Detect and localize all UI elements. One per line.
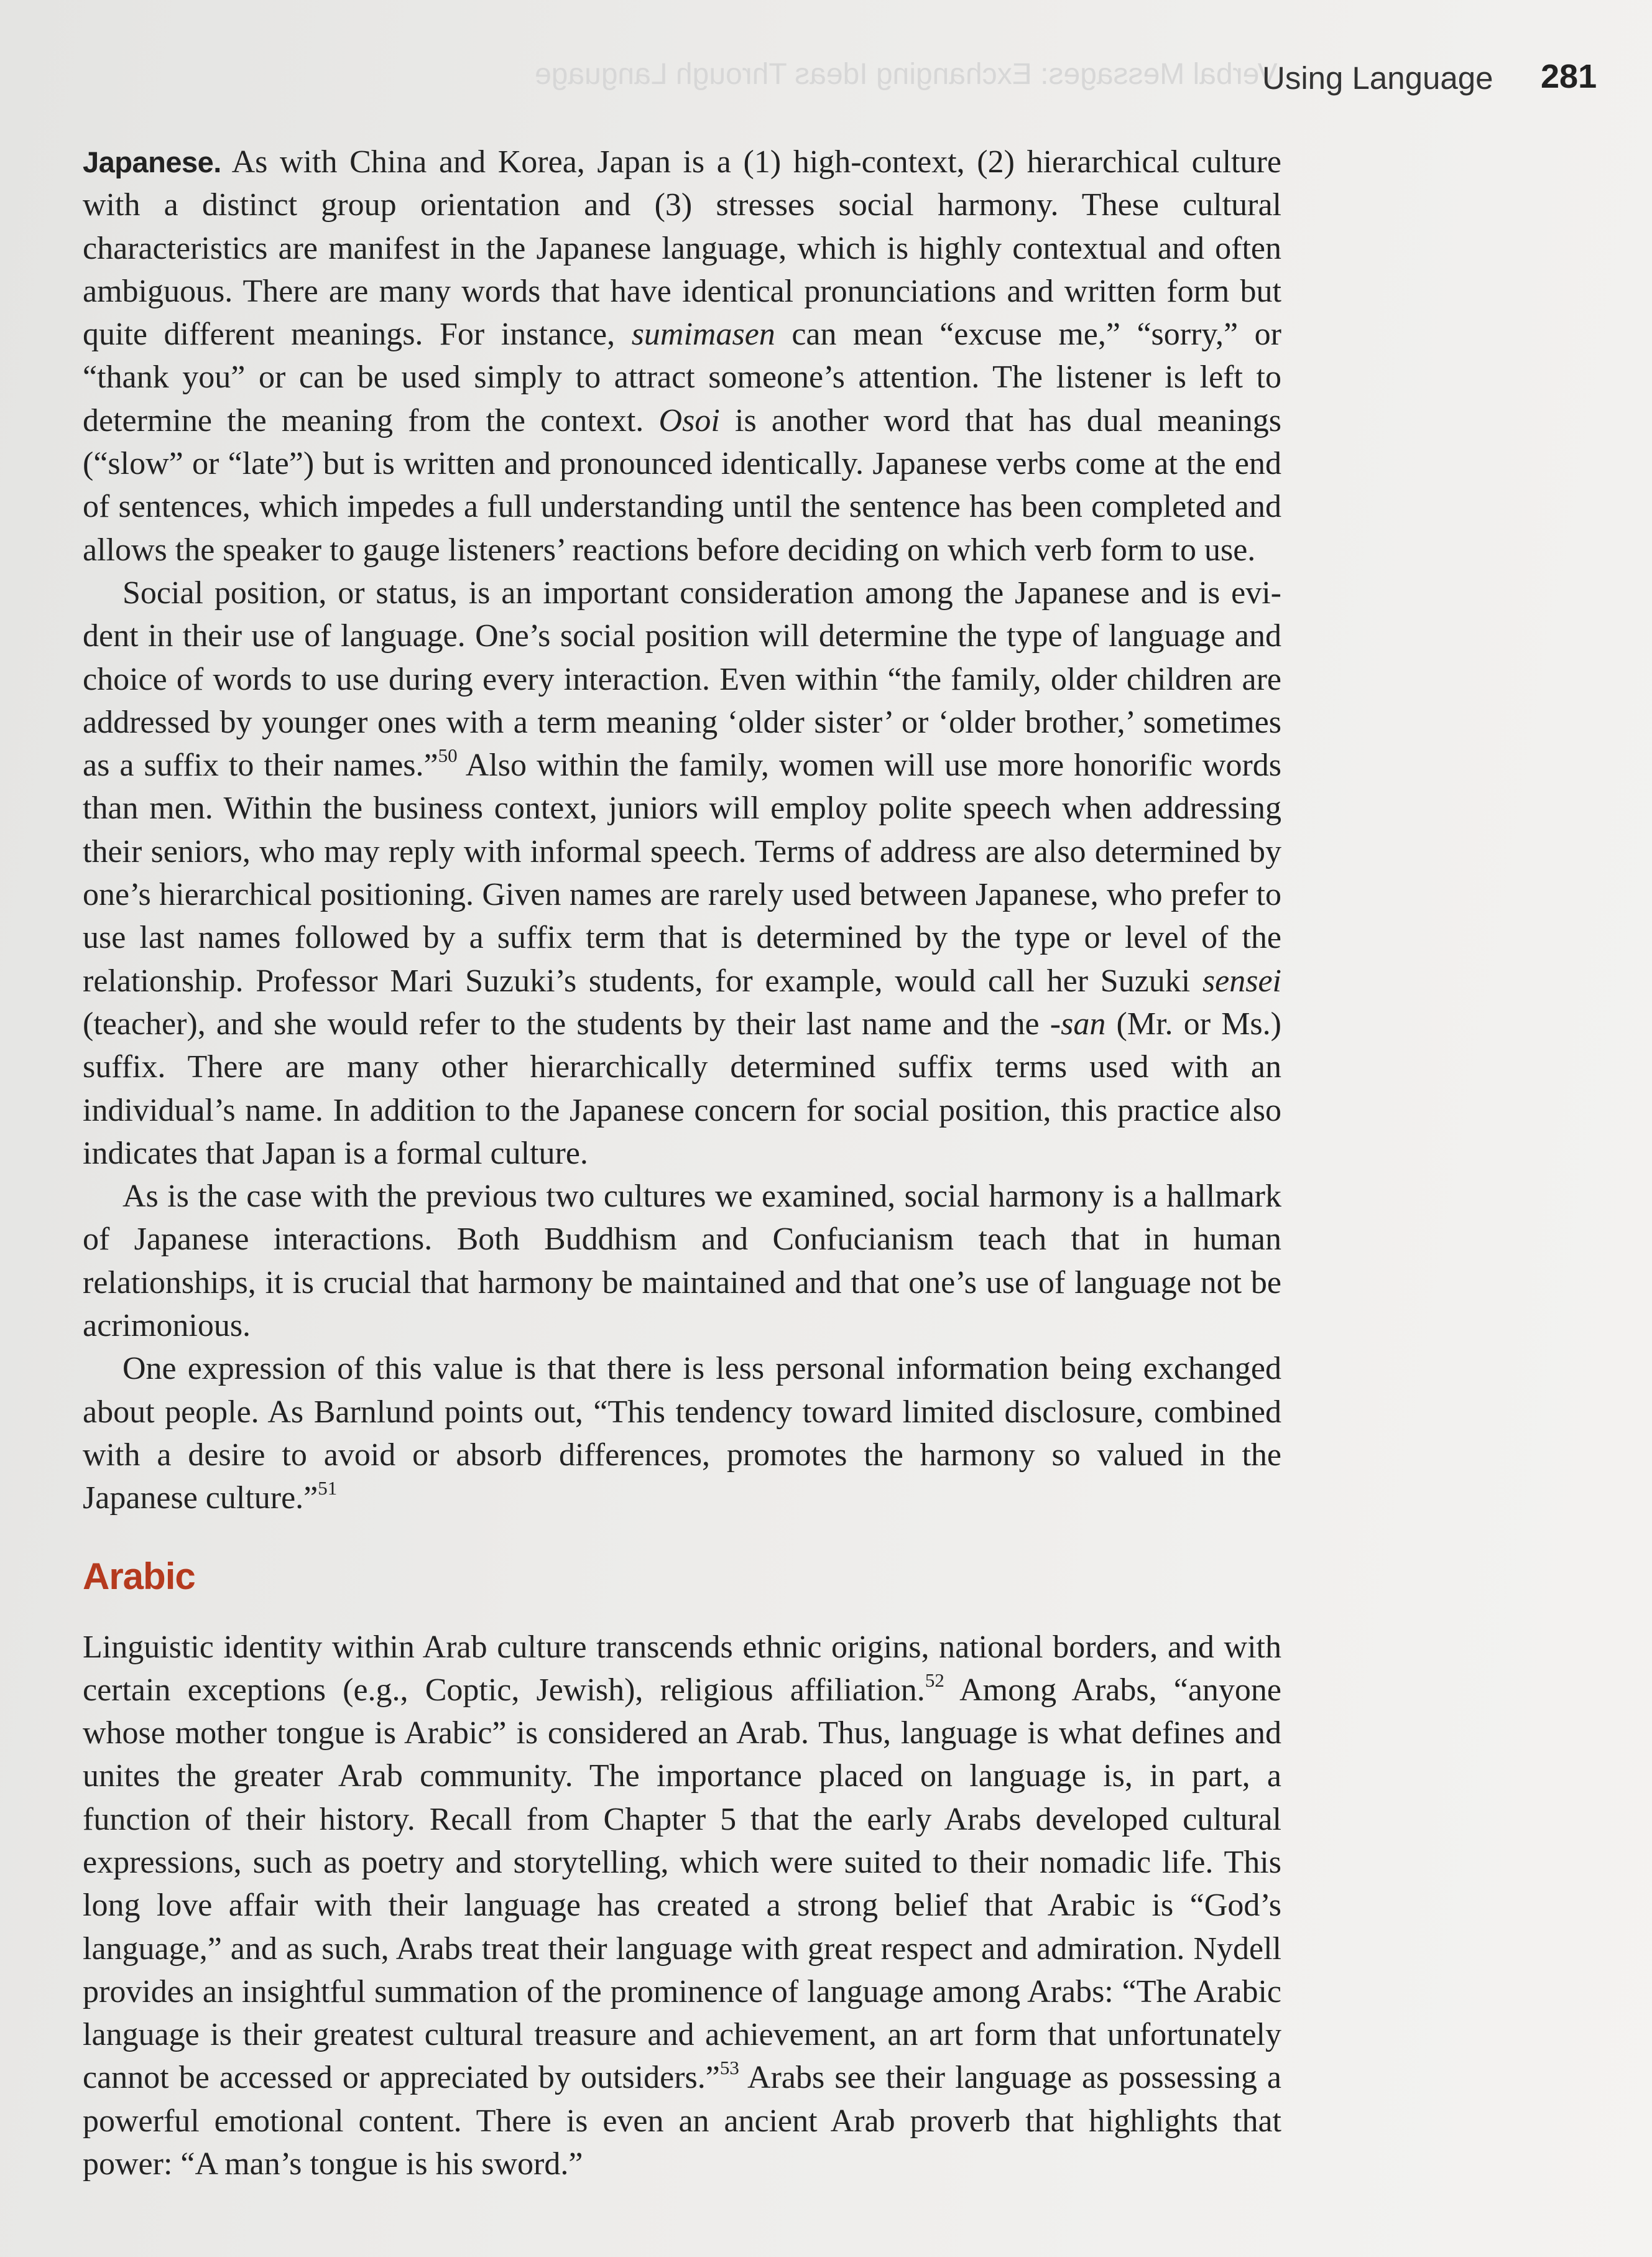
text-run: As is the case with the previous two cultures we examined, social harmony is a hallmark of Japanese interactions. Both Buddhism and Confucianism teach that in human relationships, it is crucial that harmony be maintained and that one’s use of language not be acrimonious.: [83, 1179, 1281, 1344]
term-sumimasen: sumimasen: [631, 317, 775, 353]
text-run: Among Arabs, “anyone whose mother tongue is Arabic” is considered an Arab. Thus, language is what defines and unites the greater Arab community. The importance placed on language is, in part, a function of their history. Recall from Chapter 5 that the early Arabs developed cultural expressions, such as poetry and storytelling, which were suited to their nomadic life. This long love affair with their language has created a strong belief that Arabic is “God’s language,” and as such, Arabs treat their language with great respect and admiration. Nydell provides an insightful summation of the prominence of language among Arabs: “The Arabic language is their greatest cultural treasure and achievement, an art form that unfortunately cannot be accessed or appreciated by outsiders.”: [83, 1672, 1282, 2096]
text-run: Also within the family, women will use more honorific words than men. Within the business context, juniors will employ polite speech when addressing their seniors, who may reply with informal speech. Terms of address are also determined by one’s hierarchical positioning. Given names are rarely used between Japanese, who prefer to use last names followed by a suffix term that is determined by the type or level of the relationship. Professor Mari Suzuki’s students, for example, would call her Suzuki: [83, 748, 1281, 999]
text-run: As with China and Korea, Japan is a (1) high-context, (2) hierarchical culture with a distinct group orientation and (3) stresses social harmony. These cultural characteristics are manifest in the Japanese language, which is highly contextual and often ambiguous. There are many words that have identical pronunciations and written form but quite different meanings. For instance,: [83, 144, 1281, 353]
text-run: Social position, or status, is an important consideration among the Japanese and is evident in their use of language. One’s social position will determine the type of language and choice of words to use during every interaction. Even within “the family, older children are addressed by younger ones with a term meaning ‘older sister’ or ‘older brother,’ sometimes as a suffix to their names.”: [83, 575, 1281, 784]
footnote-ref-53: 53: [719, 2057, 739, 2079]
paragraph-disclosure: [83, 1347, 1281, 1519]
section-heading-arabic: Arabic: [83, 1555, 195, 1597]
running-header-title: Using Language: [1262, 60, 1493, 96]
term-sensei: sensei: [1202, 963, 1281, 999]
footnote-ref-52: 52: [925, 1669, 944, 1691]
text-run: One expression of this value is that there is less personal information being exchanged about people. As Barnlund points out, “This tendency toward limited disclosure, combined with a desire to avoid or absorb differences, promotes the harmony so valued in the Japanese culture.”: [83, 1351, 1281, 1516]
text-run: Arabs see their language as possessing a powerful emotional content. There is even an ancient Arab proverb that highlights that power: “A man’s tongue is his sword.”: [83, 2060, 1281, 2182]
run-in-heading-japanese: Japanese.: [83, 146, 221, 178]
paragraph-social-harmony: [83, 1175, 1281, 1347]
page-number: 281: [1541, 58, 1597, 95]
term-san: -san: [1050, 1006, 1106, 1042]
paragraph-japanese-intro: [83, 141, 1281, 572]
running-header: [0, 57, 1652, 107]
text-run: can mean “excuse me,” “sorry,” or “thank you” or can be used simply to attract someone’s attention. The listener is left to determine the meaning from the context.: [83, 317, 1281, 438]
term-osoi: Osoi: [658, 402, 720, 438]
footnote-ref-51: 51: [318, 1477, 338, 1499]
bleed-through-header: Verbal Messages: Exchanging Ideas Through Language: [535, 58, 1278, 91]
paragraph-social-position: [83, 572, 1281, 1175]
text-run: (teacher), and she would refer to the students by their last name and the: [83, 1006, 1050, 1042]
paragraph-arabic-identity: [83, 1626, 1281, 2186]
text-run: is another word that has dual meanings (“slow” or “late”) but is written and pronounced identically. Japanese verbs come at the end of sentences, which impedes a full understanding until the sentence has been completed and allows the speaker to gauge listeners’ reactions before deciding on which verb form to use.: [83, 402, 1281, 568]
text-column: [83, 141, 1281, 2185]
text-run: Linguistic identity within Arab culture transcends ethnic origins, national borders, and with certain exceptions (e.g., Coptic, Jewish), religious affiliation.: [83, 1629, 1281, 1708]
text-run: (Mr. or Ms.) suffix. There are many other hierarchically determined suffix terms used with an individual’s name. In addition to the Japanese concern for social position, this practice also indicates that Japan is a formal culture.: [83, 1006, 1281, 1171]
footnote-ref-50: 50: [438, 744, 458, 767]
